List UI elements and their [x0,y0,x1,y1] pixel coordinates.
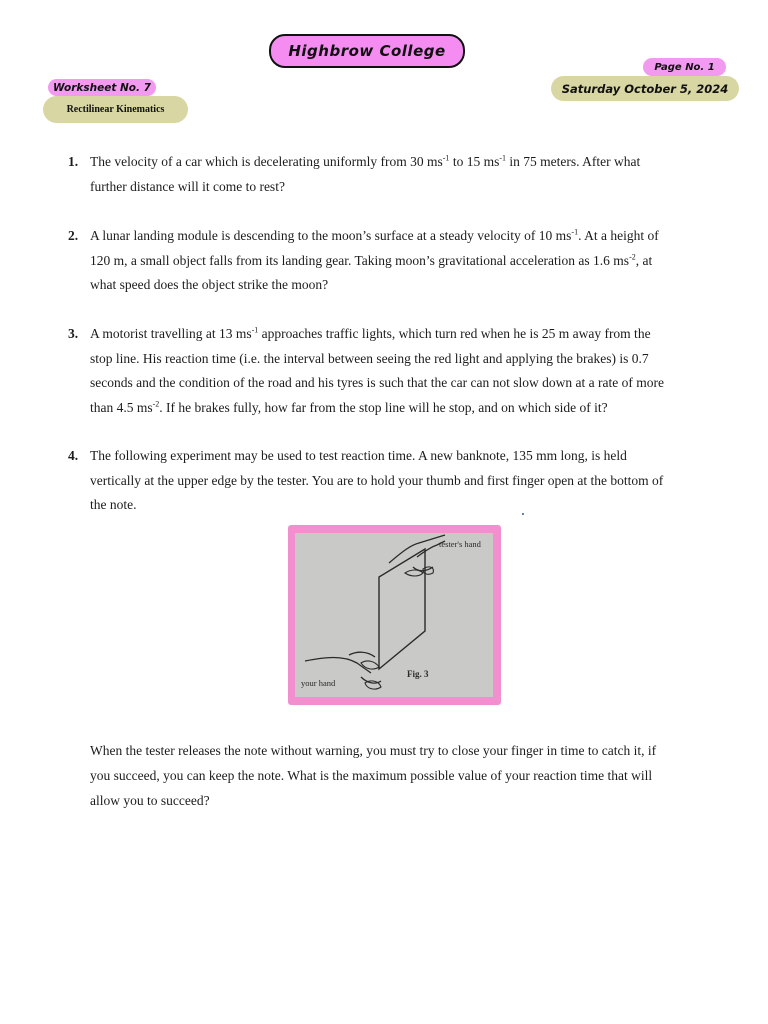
question-number: 2. [68,228,79,243]
your-hand-label: your hand [301,678,336,688]
question-number: 1. [68,154,79,169]
college-title: Highbrow College [269,34,465,68]
paragraph-line: you succeed, you can keep the note. What is the maximum possible value of your reaction time that will [90,768,653,783]
question-3 [68,322,680,420]
paragraph-line: allow you to succeed? [90,793,210,808]
question-4 [68,444,680,518]
question-number: 3. [68,326,79,341]
figure-caption: Fig. 3 [407,669,429,679]
question-text: The following experiment may be used to test reaction time. A new banknote, 135 mm long, is held vertically at the upper edge by the tester. You are to hold your thumb and first finger open at the bottom of the note. [90,448,664,512]
topic-label: Rectilinear Kinematics [43,96,188,123]
question-text: The velocity of a car which is decelerating uniformly from 30 $ms^{-1}$ to 15 $ms^{-1}$ in 75 meters. After what further distance will it come to rest? [90,153,641,194]
question-text: A motorist travelling at 13 $ms^{-1}$ approaches traffic lights, which turn red when he is 25 m away from the stop line. His reaction time (i.e. the interval between seeing the red light and applying the brakes) is 0.7 seconds and the condition of the road and his tyres is such that the car can not slow down at a rate of more than 4.5 $ms^{-2}$. If he brakes fully, how far from the stop line will he stop, and on which side of it? [90,325,664,415]
question-2 [68,224,680,298]
stray-mark [522,513,524,515]
page-number: Page No. 1 [643,58,726,76]
question-text: A lunar landing module is descending to the moon’s surface at a steady velocity of 10 $ms^{-1}$. At a height of 120 m, a small object falls from its landing gear. Taking moon’s gravitational acceleration as 1.6 $ms^{-2}$, at what speed does the object strike the moon? [90,227,659,292]
question-1 [68,150,680,199]
tester-hand-label: tester's hand [439,539,481,549]
figure-illustration [295,533,493,697]
closing-paragraph [90,738,680,813]
banknote-shape [379,549,425,669]
question-number: 4. [68,448,79,463]
worksheet-number: Worksheet No. 7 [48,79,156,96]
date-label: Saturday October 5, 2024 [551,76,739,101]
paragraph-line: When the tester releases the note without warning, you must try to close your finger in time to catch it, if [90,743,657,758]
